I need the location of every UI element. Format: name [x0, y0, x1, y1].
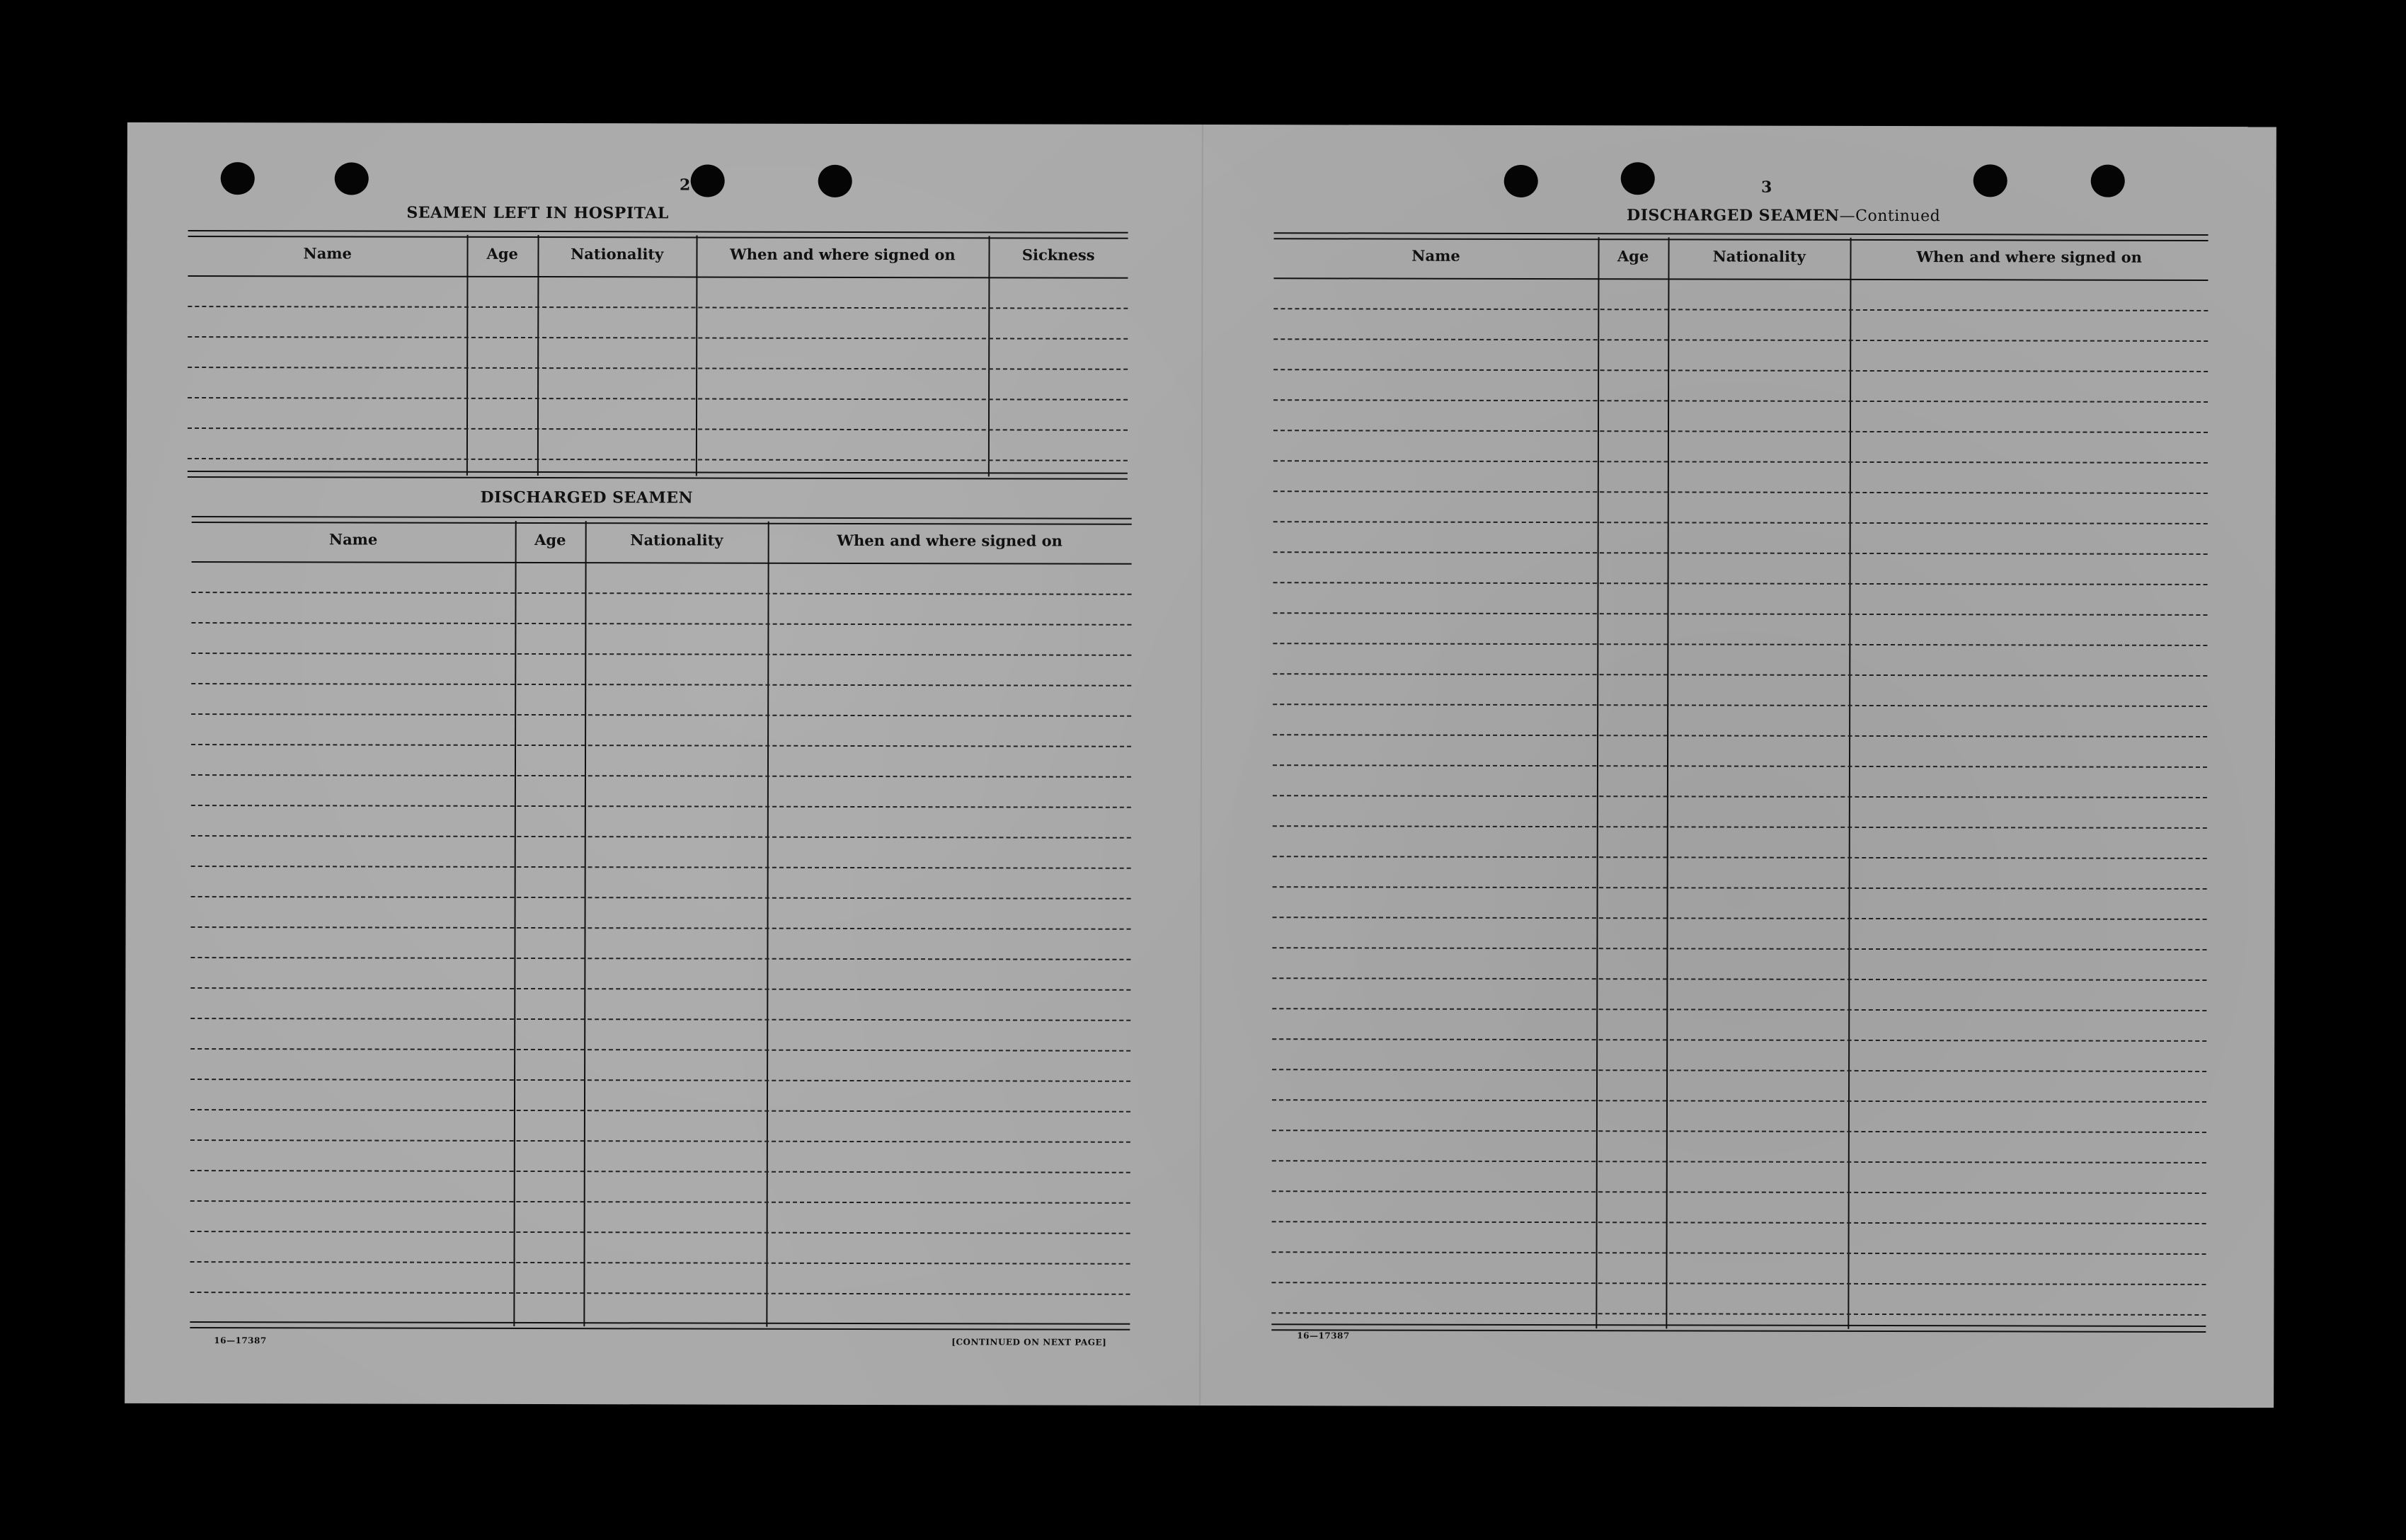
- discharged-table-row: [191, 774, 1131, 778]
- punch-hole: [818, 165, 852, 197]
- form-number-right: 16—17387: [1297, 1331, 1350, 1341]
- discharged-table-row: [190, 1048, 1130, 1052]
- discharged-table-col-header: Name: [328, 530, 378, 548]
- discharged-table-row: [191, 683, 1131, 686]
- continued-table-col-header: Age: [1617, 247, 1649, 265]
- discharged-table-row: [191, 926, 1131, 930]
- discharged-table-header-rule: [192, 561, 1132, 565]
- continued-table-row: [1272, 947, 2206, 950]
- page-fold: [1199, 125, 1203, 1406]
- discharged-continued-table: [1271, 232, 2208, 1330]
- continued-table-col-header: When and where signed on: [1916, 248, 2142, 266]
- continued-table-top-rule: [1274, 232, 2209, 241]
- discharged-table-top-rule: [192, 516, 1132, 525]
- continued-table-row: [1272, 977, 2206, 981]
- continued-table-row: [1273, 856, 2207, 859]
- hospital-table-row: [188, 458, 1128, 461]
- hospital-section-title: SEAMEN LEFT IN HOSPITAL: [406, 203, 669, 223]
- discharged-table: [190, 516, 1131, 1328]
- continued-table-col-header: Nationality: [1712, 247, 1806, 265]
- discharged-table-row: [191, 744, 1131, 747]
- continued-table-row: [1273, 490, 2208, 494]
- hospital-table-col-header: When and where signed on: [730, 245, 956, 264]
- discharged-table-row: [190, 1079, 1130, 1082]
- continued-table-row: [1272, 1160, 2206, 1163]
- continued-table-row: [1273, 430, 2208, 433]
- hospital-table-col-header: Sickness: [1021, 246, 1095, 264]
- punch-hole: [1504, 165, 1538, 197]
- discharged-continued-title-suffix: —Continued: [1839, 207, 1941, 226]
- continued-table-row: [1273, 338, 2208, 342]
- punch-hole: [2091, 165, 2125, 197]
- continued-table-row: [1271, 1312, 2206, 1316]
- discharged-table-row: [190, 1200, 1130, 1204]
- discharged-section-title: DISCHARGED SEAMEN: [480, 488, 694, 507]
- punch-hole: [221, 162, 255, 195]
- form-sheet: [125, 122, 2276, 1408]
- discharged-table-row: [191, 896, 1131, 900]
- continued-table-row: [1272, 1251, 2206, 1255]
- discharged-table-col-header: Age: [534, 531, 566, 549]
- discharged-table-column-divider: [513, 521, 516, 1326]
- continued-table-row: [1273, 795, 2207, 798]
- discharged-continued-title-main: DISCHARGED SEAMEN: [1626, 206, 1840, 225]
- continued-table-row: [1272, 1190, 2206, 1194]
- continued-table-row: [1273, 308, 2208, 311]
- discharged-table-row: [191, 653, 1131, 656]
- continued-table-row: [1273, 886, 2207, 890]
- continued-table-row: [1273, 582, 2208, 585]
- continued-table-row: [1272, 1008, 2206, 1011]
- discharged-table-row: [190, 1018, 1130, 1021]
- discharged-table-col-header: Nationality: [630, 531, 723, 549]
- hospital-table-column-divider: [696, 236, 698, 476]
- page-number-left: 2: [680, 176, 691, 195]
- continued-table-row: [1273, 460, 2208, 464]
- continued-table-row: [1272, 1069, 2206, 1072]
- hospital-table-top-rule: [188, 230, 1128, 239]
- discharged-table-row: [191, 866, 1131, 869]
- hospital-table-row: [188, 367, 1128, 370]
- hospital-table-col-header: Name: [303, 244, 352, 263]
- continued-table-header-rule: [1273, 277, 2208, 281]
- continued-table-row: [1272, 1038, 2206, 1042]
- discharged-table-row: [191, 835, 1131, 839]
- discharged-continued-title: [1508, 206, 2060, 226]
- discharged-table-row: [191, 805, 1131, 808]
- discharged-table-bottom-rule: [190, 1321, 1130, 1331]
- discharged-table-col-header: When and where signed on: [837, 531, 1062, 550]
- hospital-table-header-rule: [188, 275, 1128, 279]
- hospital-table-column-divider: [988, 236, 990, 476]
- continued-table-row: [1273, 916, 2207, 920]
- hospital-table-row: [188, 336, 1128, 340]
- discharged-table-column-divider: [766, 522, 769, 1327]
- discharged-table-row: [190, 1139, 1130, 1143]
- discharged-table-row: [191, 622, 1131, 626]
- discharged-table-row: [190, 1231, 1130, 1234]
- hospital-table-row: [188, 306, 1128, 309]
- continued-table-row: [1273, 703, 2207, 707]
- continued-table-row: [1273, 734, 2207, 737]
- discharged-table-row: [190, 1292, 1130, 1295]
- continued-table-col-header: Name: [1411, 246, 1460, 265]
- continued-table-row: [1272, 1130, 2206, 1133]
- continued-table-row: [1273, 369, 2208, 372]
- continued-table-row: [1272, 1099, 2206, 1103]
- punch-hole: [1974, 164, 2007, 197]
- form-number-left: 16—17387: [214, 1335, 267, 1346]
- hospital-table-bottom-rule: [188, 471, 1128, 480]
- continued-table-row: [1273, 673, 2207, 677]
- continued-table-row: [1273, 399, 2208, 403]
- continued-table-row: [1273, 825, 2207, 829]
- hospital-table-column-divider: [537, 235, 539, 476]
- discharged-table-row: [190, 1261, 1130, 1265]
- continued-table-row: [1273, 764, 2207, 768]
- discharged-table-column-divider: [584, 521, 587, 1326]
- discharged-table-row: [190, 1170, 1130, 1173]
- hospital-table-column-divider: [466, 235, 469, 476]
- hospital-table-row: [188, 427, 1128, 431]
- page-number-right: 3: [1761, 178, 1772, 197]
- discharged-table-row: [190, 957, 1130, 960]
- continued-table-row: [1271, 1282, 2206, 1285]
- hospital-table-row: [188, 397, 1128, 401]
- continued-note: [CONTINUED ON NEXT PAGE]: [951, 1337, 1107, 1348]
- punch-hole: [1621, 162, 1655, 195]
- hospital-table: [188, 230, 1128, 477]
- hospital-table-col-header: Nationality: [571, 245, 664, 263]
- discharged-table-row: [190, 987, 1130, 991]
- continued-table-row: [1273, 643, 2207, 646]
- continued-table-row: [1273, 521, 2208, 524]
- continued-table-row: [1273, 551, 2208, 555]
- continued-table-bottom-rule: [1271, 1323, 2206, 1333]
- continued-table-row: [1272, 1221, 2206, 1224]
- discharged-table-row: [191, 713, 1131, 717]
- discharged-table-row: [192, 592, 1132, 595]
- hospital-table-col-header: Age: [486, 244, 518, 263]
- discharged-table-row: [190, 1109, 1130, 1113]
- continued-table-row: [1273, 612, 2207, 616]
- punch-hole: [335, 162, 369, 195]
